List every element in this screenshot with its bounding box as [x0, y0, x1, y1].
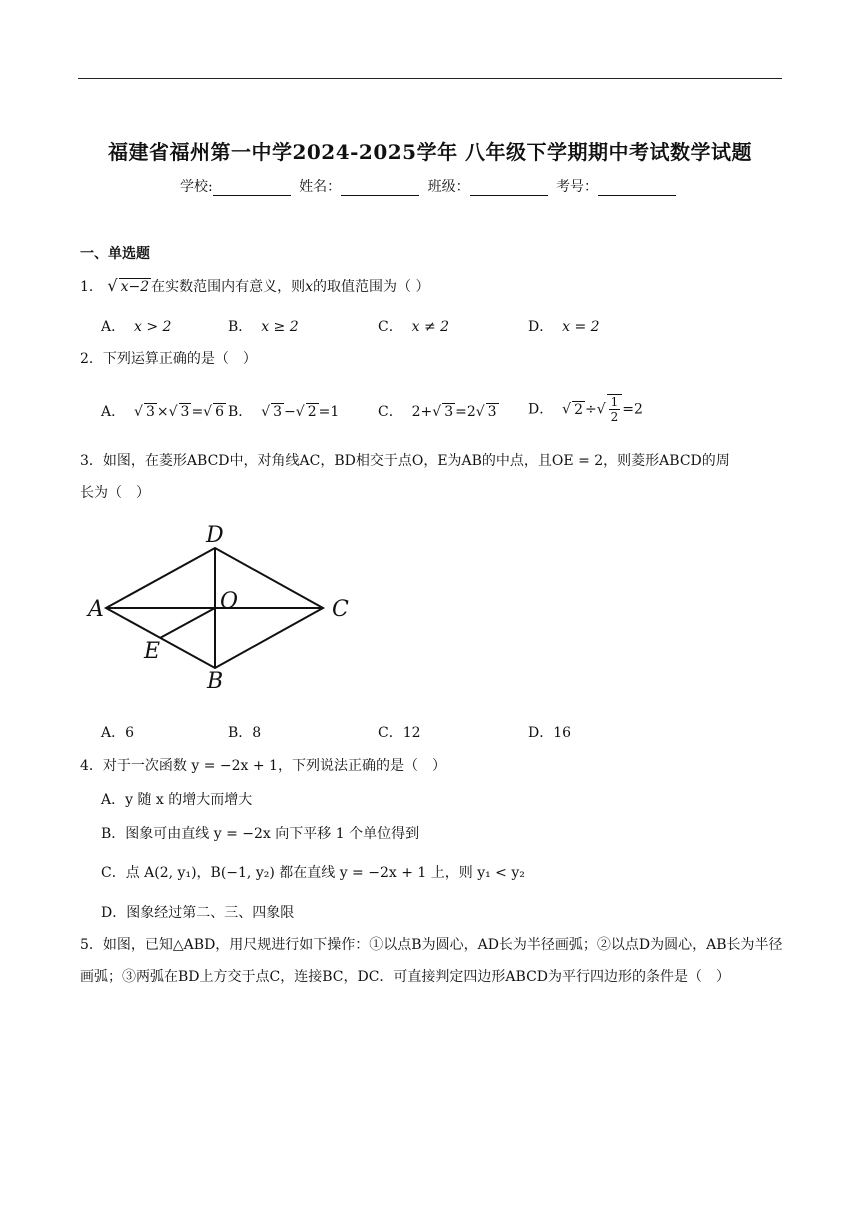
q4-option-a[interactable]: A．y 随 x 的增大而增大 — [101, 792, 253, 808]
q1-text-b: 的取值范围为（ ） — [313, 279, 430, 295]
q1-radicand: x−2 — [120, 279, 150, 295]
label-o: O — [220, 589, 239, 614]
q2-option-a[interactable]: A． √ 3 ×√ 3 =√ 6 — [101, 404, 225, 420]
q3-option-a[interactable]: A．6 — [101, 725, 135, 741]
q3-text-line2: 长为（ ） — [80, 485, 150, 501]
q1-var: x — [305, 279, 314, 295]
class-label: 班级： — [427, 179, 470, 195]
class-blank[interactable] — [470, 181, 548, 196]
q4-option-d[interactable]: D．图象经过第二、三、四象限 — [101, 905, 295, 921]
label-c: C — [332, 597, 349, 622]
q3-text-line1: 3．如图，在菱形ABCD中，对角线AC，BD相交于点O，E为AB的中点，且OE = 2，则菱形ABCD的周 — [80, 453, 730, 469]
q2-option-c[interactable]: C． 2+√ 3 =2√ 3 — [378, 404, 497, 420]
q4-option-c[interactable]: C．点 A(2, y₁)，B(−1, y₂) 都在直线 y = −2x + 1 上，则 y₁ < y₂ — [101, 865, 525, 881]
question-4: 4．对于一次函数 y = −2x + 1，下列说法正确的是（ ） — [80, 758, 446, 774]
q1-option-c[interactable]: C． x ≠ 2 — [378, 319, 450, 335]
q3-option-b[interactable]: B．8 — [228, 725, 262, 741]
rhombus-figure — [80, 518, 370, 698]
page-title: 福建省福州第一中学2024-2025学年 八年级下学期期中考试数学试题 — [107, 140, 753, 164]
name-blank[interactable] — [341, 181, 419, 196]
q3-option-d[interactable]: D．16 — [528, 725, 572, 741]
label-a: A — [88, 597, 104, 622]
student-info-line — [0, 176, 860, 196]
top-rule — [78, 78, 782, 79]
question-1: 1． √ x−2 在实数范围内有意义，则x的取值范围为（ ） — [80, 276, 430, 295]
school-label: 学校: — [179, 179, 213, 195]
q1-option-b[interactable]: B． x ≥ 2 — [228, 319, 299, 335]
segment-oe — [160, 608, 215, 638]
question-3 — [80, 445, 785, 509]
exam-no-label: 考号： — [556, 179, 599, 195]
q2-option-b[interactable]: B． √ 3 −√ 2 =1 — [228, 404, 340, 420]
school-blank[interactable] — [213, 181, 291, 196]
q1-number: 1． — [80, 279, 103, 295]
q3-option-c[interactable]: C．12 — [378, 725, 421, 741]
question-2: 2．下列运算正确的是（ ） — [80, 351, 257, 367]
q1-option-a[interactable]: A． x > 2 — [101, 319, 172, 335]
section-title: 一、单选题 — [80, 246, 150, 262]
q1-text-a: 在实数范围内有意义，则 — [151, 279, 306, 295]
label-b: B — [207, 669, 224, 694]
name-label: 姓名： — [299, 179, 342, 195]
exam-no-blank[interactable] — [598, 181, 676, 196]
question-5: 5．如图，已知△ABD，用尺规进行如下操作：①以点B为圆心，AD长为半径画弧；②以点D为圆心，AB长为半径画弧；③两弧在BD上方交于点C，连接BC，DC．可直接判定四边形ABCD为平行四边形的条件是（ ） — [80, 937, 783, 985]
q1-option-d[interactable]: D． x = 2 — [528, 319, 600, 335]
q2-option-d[interactable]: D． √ 2 ÷√ $\frac{1}{2}$ =2 — [528, 395, 643, 424]
label-e: E — [144, 639, 161, 664]
label-d: D — [206, 523, 224, 548]
q4-option-b[interactable]: B．图象可由直线 y = −2x 向下平移 1 个单位得到 — [101, 826, 420, 842]
